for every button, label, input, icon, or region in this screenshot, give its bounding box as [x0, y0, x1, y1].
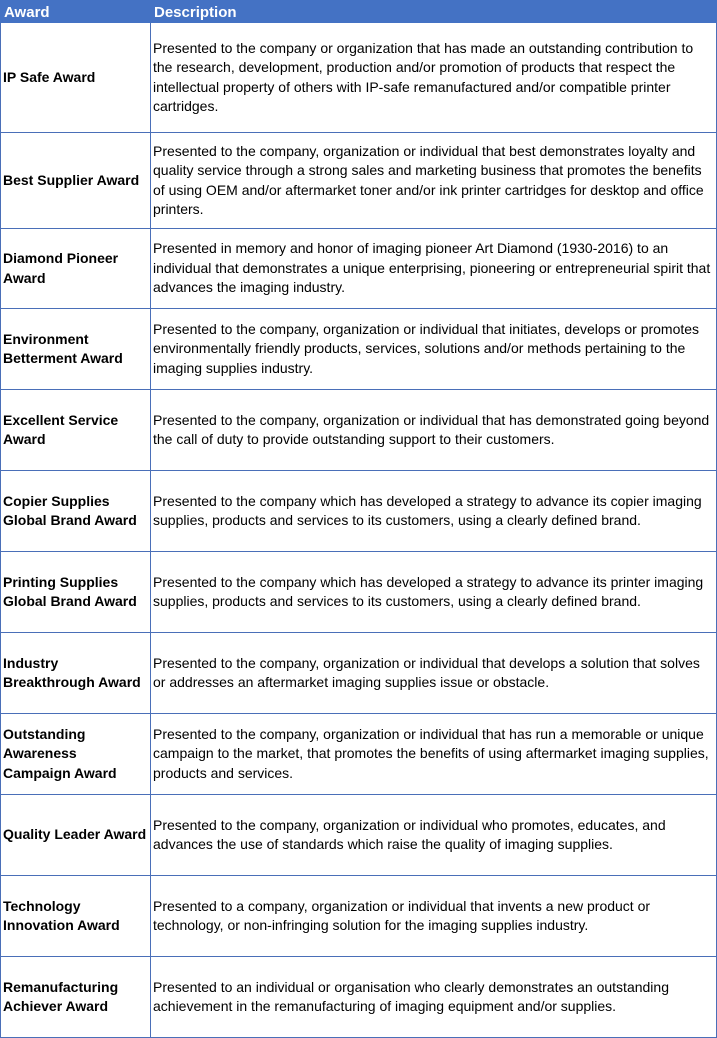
award-name: Copier Supplies Global Brand Award — [1, 471, 151, 552]
table-row — [1, 133, 717, 229]
table-row — [1, 795, 717, 876]
table-row — [1, 390, 717, 471]
award-name: Industry Breakthrough Award — [1, 633, 151, 714]
award-description: Presented to the company, organization or individual that initiates, develops or promotes environmentally friendly products, services, solutions and/or methods pertaining to the imaging supplies industry. — [151, 309, 717, 390]
award-description: Presented to a company, organization or individual that invents a new product or technology, or non-infringing solution for the imaging supplies industry. — [151, 876, 717, 957]
award-name: Diamond Pioneer Award — [1, 229, 151, 309]
table-row — [1, 23, 717, 133]
award-description: Presented to the company, organization or individual who promotes, educates, and advances the use of standards which raise the quality of imaging supplies. — [151, 795, 717, 876]
award-description: Presented to an individual or organisation who clearly demonstrates an outstanding achievement in the remanufacturing of imaging equipment and/or supplies. — [151, 957, 717, 1038]
award-description: Presented to the company, organization or individual that has demonstrated going beyond the call of duty to provide outstanding support to their customers. — [151, 390, 717, 471]
award-column-header: Award — [1, 1, 151, 23]
table-row — [1, 552, 717, 633]
award-name: Environment Betterment Award — [1, 309, 151, 390]
table-row — [1, 633, 717, 714]
table-row — [1, 957, 717, 1038]
award-description: Presented to the company, organization or individual that develops a solution that solves or addresses an aftermarket imaging supplies issue or obstacle. — [151, 633, 717, 714]
award-description: Presented to the company, organization or individual that best demonstrates loyalty and quality service through a strong sales and marketing business that promotes the benefits of using OEM and/or aftermarket toner and/or ink printer cartridges for desktop and office printers. — [151, 133, 717, 229]
award-description: Presented to the company or organization that has made an outstanding contribution to the research, development, production and/or promotion of products that respect the intellectual property of others with IP-safe remanufactured and/or compatible printer cartridges. — [151, 23, 717, 133]
table-row — [1, 229, 717, 309]
award-name: Outstanding Awareness Campaign Award — [1, 714, 151, 795]
table-row — [1, 471, 717, 552]
table-row — [1, 714, 717, 795]
award-name: IP Safe Award — [1, 23, 151, 133]
award-name: Excellent Service Award — [1, 390, 151, 471]
award-name: Best Supplier Award — [1, 133, 151, 229]
award-name: Quality Leader Award — [1, 795, 151, 876]
award-description: Presented to the company which has developed a strategy to advance its copier imaging supplies, products and services to its customers, using a clearly defined brand. — [151, 471, 717, 552]
award-description: Presented to the company which has developed a strategy to advance its printer imaging supplies, products and services to its customers, using a clearly defined brand. — [151, 552, 717, 633]
award-description: Presented in memory and honor of imaging pioneer Art Diamond (1930-2016) to an individual that demonstrates a unique enterprising, pioneering or entrepreneurial spirit that advances the imaging industry. — [151, 229, 717, 309]
award-description: Presented to the company, organization or individual that has run a memorable or unique campaign to the market, that promotes the benefits of using aftermarket imaging supplies, products and services. — [151, 714, 717, 795]
table-row — [1, 876, 717, 957]
award-name: Printing Supplies Global Brand Award — [1, 552, 151, 633]
header-row — [1, 1, 717, 23]
award-name: Remanufacturing Achiever Award — [1, 957, 151, 1038]
award-name: Technology Innovation Award — [1, 876, 151, 957]
table-row — [1, 309, 717, 390]
description-column-header: Description — [151, 1, 717, 23]
